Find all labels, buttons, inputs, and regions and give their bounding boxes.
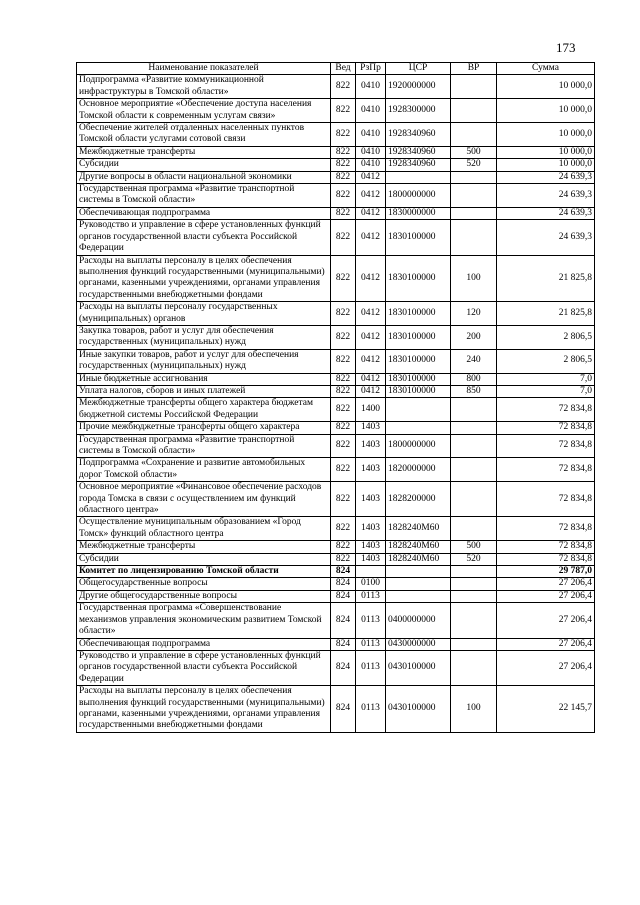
cell-vr (451, 220, 497, 255)
cell-name: Уплата налогов, сборов и иных платежей (77, 385, 331, 397)
header-rzpr: РзПр (356, 63, 386, 75)
cell-ved: 822 (331, 434, 356, 458)
header-name: Наименование показателей (77, 63, 331, 75)
cell-sum: 72 834,8 (497, 553, 595, 565)
cell-ved: 822 (331, 422, 356, 434)
cell-vr (451, 123, 497, 147)
cell-sum: 24 639,3 (497, 207, 595, 219)
cell-vr (451, 99, 497, 123)
cell-ved: 822 (331, 541, 356, 553)
cell-name: Обеспечивающая подпрограмма (77, 638, 331, 650)
cell-rzpr: 0410 (356, 123, 386, 147)
cell-vr (451, 590, 497, 602)
cell-csr: 1830100000 (386, 302, 451, 326)
cell-sum: 72 834,8 (497, 398, 595, 422)
cell-rzpr: 0412 (356, 220, 386, 255)
cell-vr: 500 (451, 146, 497, 158)
cell-ved: 822 (331, 385, 356, 397)
cell-name: Осуществление муниципальным образованием «Город Томск» функций областного центра (77, 517, 331, 541)
cell-csr: 1828240М60 (386, 517, 451, 541)
table-row (77, 385, 595, 397)
table-row (77, 482, 595, 517)
cell-ved: 822 (331, 349, 356, 373)
page-number: 173 (556, 40, 576, 55)
cell-sum: 10 000,0 (497, 99, 595, 123)
header-vr: ВР (451, 63, 497, 75)
cell-ved: 824 (331, 650, 356, 685)
table-row (77, 123, 595, 147)
cell-vr (451, 578, 497, 590)
cell-vr (451, 422, 497, 434)
table-row (77, 517, 595, 541)
cell-csr: 1828240М60 (386, 553, 451, 565)
cell-csr (386, 171, 451, 183)
cell-sum: 24 639,3 (497, 220, 595, 255)
cell-sum: 10 000,0 (497, 159, 595, 171)
cell-sum: 7,0 (497, 385, 595, 397)
cell-csr: 1828240М60 (386, 541, 451, 553)
cell-sum: 72 834,8 (497, 434, 595, 458)
cell-rzpr: 1400 (356, 398, 386, 422)
cell-csr: 1800000000 (386, 434, 451, 458)
cell-sum: 72 834,8 (497, 541, 595, 553)
cell-name: Государственная программа «Развитие транспортной системы в Томской области» (77, 434, 331, 458)
cell-sum: 27 206,4 (497, 590, 595, 602)
table-row (77, 422, 595, 434)
cell-vr (451, 638, 497, 650)
cell-rzpr: 1403 (356, 458, 386, 482)
cell-name: Расходы на выплаты персоналу в целях обеспечения выполнения функций государственными (муниципальными) органами, казенными учреждениями, органами управления государственными внебюджетными фондами (77, 686, 331, 733)
cell-name: Подпрограмма «Развитие коммуникационной инфраструктуры в Томской области» (77, 75, 331, 99)
cell-ved: 824 (331, 686, 356, 733)
cell-rzpr: 0412 (356, 325, 386, 349)
table-row (77, 146, 595, 158)
table-header-row (77, 63, 595, 75)
cell-csr: 1928340960 (386, 159, 451, 171)
cell-name: Руководство и управление в сфере установленных функций органов государственной власти субъекта Российской Федерации (77, 650, 331, 685)
cell-vr (451, 398, 497, 422)
cell-rzpr: 0412 (356, 385, 386, 397)
cell-rzpr: 1403 (356, 434, 386, 458)
cell-csr: 0400000000 (386, 603, 451, 638)
cell-name: Субсидии (77, 159, 331, 171)
cell-sum: 29 787,0 (497, 566, 595, 578)
cell-rzpr: 0113 (356, 590, 386, 602)
cell-ved: 822 (331, 553, 356, 565)
header-ved: Вед (331, 63, 356, 75)
cell-name: Обеспечение жителей отдаленных населенных пунктов Томской области услугами сотовой связи (77, 123, 331, 147)
cell-rzpr: 0412 (356, 349, 386, 373)
cell-sum: 72 834,8 (497, 482, 595, 517)
cell-rzpr: 0113 (356, 638, 386, 650)
cell-rzpr: 0410 (356, 146, 386, 158)
cell-name: Обеспечивающая подпрограмма (77, 207, 331, 219)
cell-csr (386, 398, 451, 422)
table-body (77, 75, 595, 732)
cell-rzpr: 0412 (356, 302, 386, 326)
table-row (77, 159, 595, 171)
cell-name: Межбюджетные трансферты общего характера бюджетам бюджетной системы Российской Федерации (77, 398, 331, 422)
table-row (77, 541, 595, 553)
cell-csr: 1928300000 (386, 99, 451, 123)
cell-vr: 100 (451, 686, 497, 733)
cell-sum: 2 806,5 (497, 349, 595, 373)
cell-name: Общегосударственные вопросы (77, 578, 331, 590)
table-row (77, 603, 595, 638)
cell-csr: 1928340960 (386, 146, 451, 158)
cell-vr (451, 184, 497, 208)
cell-csr: 1928340960 (386, 123, 451, 147)
cell-name: Государственная программа «Развитие транспортной системы в Томской области» (77, 184, 331, 208)
table-row (77, 578, 595, 590)
cell-name: Межбюджетные трансферты (77, 146, 331, 158)
cell-ved: 824 (331, 578, 356, 590)
cell-ved: 822 (331, 75, 356, 99)
cell-ved: 822 (331, 159, 356, 171)
cell-rzpr: 0100 (356, 578, 386, 590)
cell-name: Расходы на выплаты персоналу в целях обеспечения выполнения функций государственными (муниципальными) органами, казенными учреждениями, органами управления государственными внебюджетными фондами (77, 255, 331, 302)
cell-vr: 120 (451, 302, 497, 326)
cell-vr (451, 650, 497, 685)
cell-sum: 72 834,8 (497, 517, 595, 541)
cell-name: Руководство и управление в сфере установленных функций органов государственной власти субъекта Российской Федерации (77, 220, 331, 255)
cell-vr (451, 458, 497, 482)
cell-name: Комитет по лицензированию Томской области (77, 566, 331, 578)
cell-sum: 10 000,0 (497, 123, 595, 147)
cell-vr (451, 207, 497, 219)
cell-name: Другие вопросы в области национальной экономики (77, 171, 331, 183)
cell-ved: 822 (331, 184, 356, 208)
cell-vr (451, 434, 497, 458)
cell-csr: 1830100000 (386, 349, 451, 373)
cell-name: Закупка товаров, работ и услуг для обеспечения государственных (муниципальных) нужд (77, 325, 331, 349)
cell-sum: 24 639,3 (497, 171, 595, 183)
header-sum: Сумма (497, 63, 595, 75)
cell-csr: 1830100000 (386, 373, 451, 385)
cell-name: Расходы на выплаты персоналу государственных (муниципальных) органов (77, 302, 331, 326)
cell-sum: 2 806,5 (497, 325, 595, 349)
table-row (77, 302, 595, 326)
table-row (77, 590, 595, 602)
cell-csr: 1830100000 (386, 220, 451, 255)
cell-rzpr: 0410 (356, 75, 386, 99)
cell-ved: 822 (331, 398, 356, 422)
cell-csr (386, 566, 451, 578)
cell-rzpr: 1403 (356, 422, 386, 434)
cell-ved: 822 (331, 458, 356, 482)
cell-ved: 822 (331, 207, 356, 219)
cell-rzpr: 1403 (356, 482, 386, 517)
table-row (77, 325, 595, 349)
cell-vr (451, 603, 497, 638)
cell-name: Основное мероприятие «Финансовое обеспечение расходов города Томска в связи с осуществлением им функций областного центра» (77, 482, 331, 517)
cell-ved: 822 (331, 325, 356, 349)
cell-csr: 1828200000 (386, 482, 451, 517)
cell-csr: 0430100000 (386, 650, 451, 685)
cell-csr: 0430000000 (386, 638, 451, 650)
cell-ved: 822 (331, 517, 356, 541)
cell-ved: 824 (331, 603, 356, 638)
table-row (77, 255, 595, 302)
cell-ved: 822 (331, 99, 356, 123)
cell-name: Иные бюджетные ассигнования (77, 373, 331, 385)
cell-vr: 500 (451, 541, 497, 553)
table-row (77, 220, 595, 255)
cell-rzpr: 1403 (356, 553, 386, 565)
cell-ved: 822 (331, 171, 356, 183)
table-row (77, 207, 595, 219)
cell-vr (451, 566, 497, 578)
table-row (77, 184, 595, 208)
cell-name: Основное мероприятие «Обеспечение доступа населения Томской области к современным услугам связи» (77, 99, 331, 123)
cell-sum: 21 825,8 (497, 255, 595, 302)
cell-sum: 72 834,8 (497, 422, 595, 434)
cell-ved: 822 (331, 255, 356, 302)
cell-ved: 824 (331, 566, 356, 578)
cell-ved: 824 (331, 638, 356, 650)
cell-sum: 10 000,0 (497, 75, 595, 99)
cell-ved: 822 (331, 302, 356, 326)
cell-rzpr (356, 566, 386, 578)
cell-vr: 800 (451, 373, 497, 385)
cell-ved: 822 (331, 373, 356, 385)
cell-name: Субсидии (77, 553, 331, 565)
cell-rzpr: 0412 (356, 171, 386, 183)
budget-table (76, 62, 595, 733)
table-row (77, 75, 595, 99)
cell-csr (386, 578, 451, 590)
cell-vr (451, 75, 497, 99)
cell-rzpr: 1403 (356, 517, 386, 541)
cell-vr (451, 171, 497, 183)
table-row (77, 373, 595, 385)
cell-vr: 520 (451, 553, 497, 565)
cell-vr: 850 (451, 385, 497, 397)
table-row (77, 650, 595, 685)
cell-sum: 27 206,4 (497, 578, 595, 590)
cell-vr (451, 482, 497, 517)
cell-sum: 27 206,4 (497, 638, 595, 650)
cell-vr: 240 (451, 349, 497, 373)
cell-sum: 7,0 (497, 373, 595, 385)
cell-vr: 520 (451, 159, 497, 171)
table-row (77, 458, 595, 482)
cell-vr (451, 517, 497, 541)
cell-csr: 1800000000 (386, 184, 451, 208)
cell-csr: 1830000000 (386, 207, 451, 219)
table-row (77, 434, 595, 458)
cell-vr: 100 (451, 255, 497, 302)
cell-rzpr: 0113 (356, 650, 386, 685)
cell-rzpr: 0412 (356, 207, 386, 219)
table-row (77, 171, 595, 183)
table-row (77, 566, 595, 578)
cell-ved: 822 (331, 146, 356, 158)
cell-name: Межбюджетные трансферты (77, 541, 331, 553)
cell-csr: 1920000000 (386, 75, 451, 99)
cell-csr: 0430100000 (386, 686, 451, 733)
cell-rzpr: 0113 (356, 603, 386, 638)
cell-sum: 27 206,4 (497, 650, 595, 685)
cell-rzpr: 0412 (356, 373, 386, 385)
cell-name: Прочие межбюджетные трансферты общего характера (77, 422, 331, 434)
table-row (77, 553, 595, 565)
cell-name: Подпрограмма «Сохранение и развитие автомобильных дорог Томской области» (77, 458, 331, 482)
cell-rzpr: 1403 (356, 541, 386, 553)
cell-sum: 21 825,8 (497, 302, 595, 326)
cell-vr: 200 (451, 325, 497, 349)
cell-rzpr: 0412 (356, 255, 386, 302)
cell-csr (386, 590, 451, 602)
cell-name: Иные закупки товаров, работ и услуг для обеспечения государственных (муниципальных) нужд (77, 349, 331, 373)
cell-sum: 22 145,7 (497, 686, 595, 733)
cell-ved: 822 (331, 123, 356, 147)
table-row (77, 349, 595, 373)
table-row (77, 99, 595, 123)
cell-ved: 822 (331, 482, 356, 517)
table-row (77, 398, 595, 422)
cell-sum: 27 206,4 (497, 603, 595, 638)
cell-rzpr: 0412 (356, 184, 386, 208)
cell-csr: 1830100000 (386, 255, 451, 302)
cell-sum: 72 834,8 (497, 458, 595, 482)
cell-ved: 822 (331, 220, 356, 255)
table-row (77, 686, 595, 733)
header-csr: ЦСР (386, 63, 451, 75)
cell-name: Другие общегосударственные вопросы (77, 590, 331, 602)
cell-sum: 10 000,0 (497, 146, 595, 158)
cell-rzpr: 0410 (356, 99, 386, 123)
table-row (77, 638, 595, 650)
cell-csr (386, 422, 451, 434)
cell-name: Государственная программа «Совершенствование механизмов управления экономическим развитием Томской области» (77, 603, 331, 638)
cell-ved: 824 (331, 590, 356, 602)
cell-rzpr: 0113 (356, 686, 386, 733)
cell-csr: 1830100000 (386, 385, 451, 397)
cell-csr: 1820000000 (386, 458, 451, 482)
cell-csr: 1830100000 (386, 325, 451, 349)
cell-sum: 24 639,3 (497, 184, 595, 208)
cell-rzpr: 0410 (356, 159, 386, 171)
